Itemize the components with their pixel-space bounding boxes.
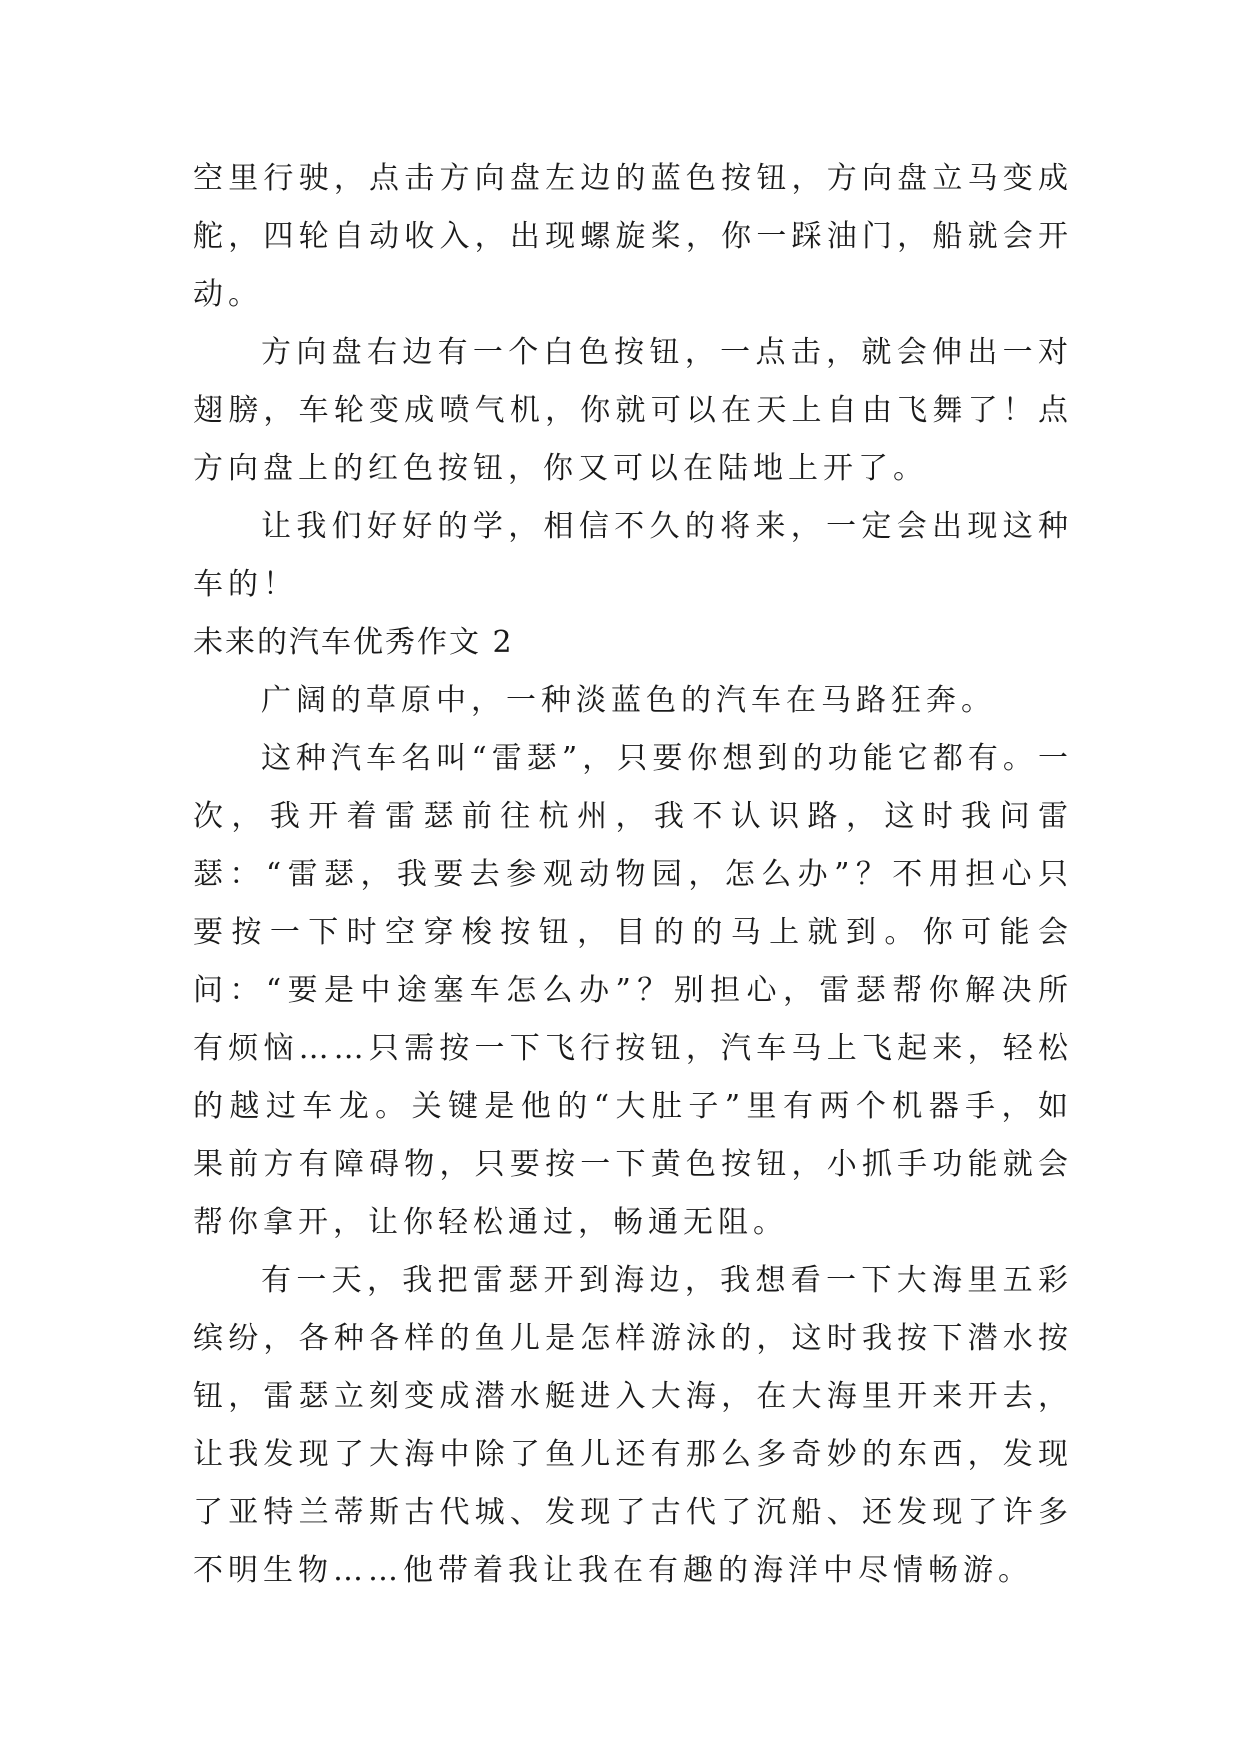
paragraph: 让我们好好的学，相信不久的将来，一定会出现这种车的！ xyxy=(193,509,1073,602)
paragraph: 空里行驶，点击方向盘左边的蓝色按钮，方向盘立马变成舵，四轮自动收入，出现螺旋桨，你一踩油门，船就会开动。 xyxy=(193,161,1073,312)
document-body xyxy=(193,150,1073,1600)
section-title: 未来的汽车优秀作文 2 xyxy=(193,625,514,660)
paragraph: 广阔的草原中，一种淡蓝色的汽车在马路狂奔。 xyxy=(261,683,996,718)
paragraph: 这种汽车名叫“雷瑟”，只要你想到的功能它都有。一次，我开着雷瑟前往杭州，我不认识路，这时我问雷瑟：“雷瑟，我要去参观动物园，怎么办”？不用担心只要按一下时空穿梭按钮，目的的马上就到。你可能会问：“要是中途塞车怎么办”？别担心，雷瑟帮你解决所有烦恼……只需按一下飞行按钮，汽车马上飞起来，轻松的越过车龙。关键是他的“大肚子”里有两个机器手，如果前方有障碍物，只要按一下黄色按钮，小抓手功能就会帮你拿开，让你轻松通过，畅通无阻。 xyxy=(193,741,1073,1240)
paragraph: 方向盘右边有一个白色按钮，一点击，就会伸出一对翅膀，车轮变成喷气机，你就可以在天上自由飞舞了！点方向盘上的红色按钮，你又可以在陆地上开了。 xyxy=(193,335,1073,486)
paragraph: 有一天，我把雷瑟开到海边，我想看一下大海里五彩缤纷，各种各样的鱼儿是怎样游泳的，这时我按下潜水按钮，雷瑟立刻变成潜水艇进入大海，在大海里开来开去，让我发现了大海中除了鱼儿还有那么多奇妙的东西，发现了亚特兰蒂斯古代城、发现了古代了沉船、还发现了许多不明生物……他带着我让我在有趣的海洋中尽情畅游。 xyxy=(193,1263,1073,1588)
